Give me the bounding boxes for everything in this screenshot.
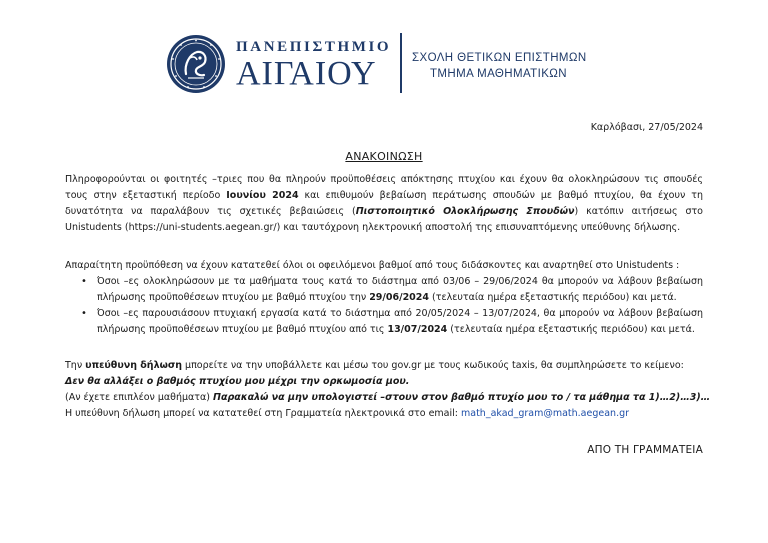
bullet-date: 13/07/2024	[387, 324, 448, 335]
university-seal-logo	[166, 34, 226, 94]
announcement-title: ΑΝΑΚΟΙΝΩΣΗ	[345, 150, 423, 163]
announcement-date: Καρλόβασι, 27/05/2024	[590, 122, 703, 133]
declaration-sample-extra: Παρακαλώ να μην υπολογιστεί –στουν στον βαθμό πτυχίο μου το / τα μάθημα τα 1)…2)…3)…	[213, 392, 711, 403]
declaration-text-cont: μπορείτε να την υποβάλλετε και μέσω του gov.gr με τους κωδικούς taxis, θα συμπληρώσετε το κείμενο:	[182, 360, 684, 371]
declaration-line1	[65, 358, 703, 374]
declaration-text: Την	[65, 360, 86, 371]
department-name: ΤΜΗΜΑ ΜΑΘΗΜΑΤΙΚΩΝ	[430, 68, 567, 80]
university-header	[166, 34, 391, 94]
exam-period: Ιουνίου 2024	[226, 190, 299, 201]
bullet-text: Όσοι –ες παρουσιάσουν πτυχιακή εργασία κατά το διάστημα από 20/05/2024 – 13/07/2024, θα μπορούν να λάβουν βεβαίωση πλήρωσης προϋποθέσεων πτυχίου με βαθμό πτυχίου από τις	[97, 308, 703, 335]
declaration-line4	[65, 406, 703, 422]
conditions-list	[83, 274, 703, 338]
paragraph-intro	[65, 172, 703, 236]
list-item	[83, 306, 703, 338]
intro-text-cont: και επιθυμούν βεβαίωση περάτωσης σπουδών με βαθμό πτυχίου, θα έχουν τη δυνατότητα να παραλάβουν τις σχετικές βεβαιώσεις (	[65, 190, 703, 217]
declaration-line2	[65, 374, 703, 390]
intro-text: Πληροφορούνται οι φοιτητές –τριες που θα πληρούν προϋποθέσεις απόκτησης πτυχίου και έχουν θα ολοκληρώσουν τις σπουδές τους στην εξεταστική περίοδο	[65, 174, 703, 201]
bullet-text: Όσοι –ες ολοκληρώσουν με τα μαθήματα τους κατά το διάστημα από 03/06 – 29/06/2024 θα μπορούν να λάβουν βεβαίωση πλήρωσης προϋποθέσεων πτυχίου με βαθμό πτυχίου την	[97, 276, 703, 303]
declaration-line3	[65, 390, 711, 406]
header-divider	[400, 33, 402, 93]
declaration-term: υπεύθυνη δήλωση	[85, 360, 182, 371]
bullet-text-end: (τελευταία ημέρα εξεταστικής περιόδου) και μετά.	[447, 324, 695, 335]
certificate-name: Πιστοποιητικό Ολοκλήρωσης Σπουδών	[355, 206, 575, 217]
paragraph-declaration	[65, 358, 711, 422]
university-name	[236, 38, 391, 91]
declaration-note: (Αν έχετε επιπλέον μαθήματα)	[65, 392, 214, 403]
university-name-line2: ΑΙΓΑΙΟΥ	[236, 54, 377, 92]
school-department	[412, 50, 587, 82]
declaration-sample-text: Δεν θα αλλάξει ο βαθμός πτυχίου μου μέχρι την ορκωμοσία μου.	[65, 376, 410, 387]
school-name: ΣΧΟΛΗ ΘΕΤΙΚΩΝ ΕΠΙΣΤΗΜΩΝ	[412, 52, 587, 64]
paragraph-prerequisite: Απαραίτητη προϋπόθεση να έχουν κατατεθεί όλοι οι οφειλόμενοι βαθμοί από τους διδάσκοντες και αναρτηθεί στο Unistudents :	[65, 260, 680, 271]
intro-text-end: ) κατόπιν αιτήσεως στο Unistudents (https://uni-students.aegean.gr/) και ταυτόχρονη ηλεκτρονική αποστολή της επισυναπτόμενης υπεύθυνης δήλωσης.	[65, 206, 703, 233]
email-link[interactable]: math_akad_gram@math.aegean.gr	[461, 408, 630, 419]
bullet-text-end: (τελευταία ημέρα εξεταστικής περιόδου) και μετά.	[429, 292, 677, 303]
bullet-date: 29/06/2024	[369, 292, 430, 303]
submission-text: Η υπεύθυνη δήλωση μπορεί να κατατεθεί στη Γραμματεία ηλεκτρονικά στο email:	[65, 408, 461, 419]
signature: ΑΠΟ ΤΗ ΓΡΑΜΜΑΤΕΙΑ	[587, 444, 703, 456]
list-item	[83, 274, 703, 306]
university-name-line1: ΠΑΝΕΠΙΣΤΗΜΙΟ	[236, 38, 392, 55]
